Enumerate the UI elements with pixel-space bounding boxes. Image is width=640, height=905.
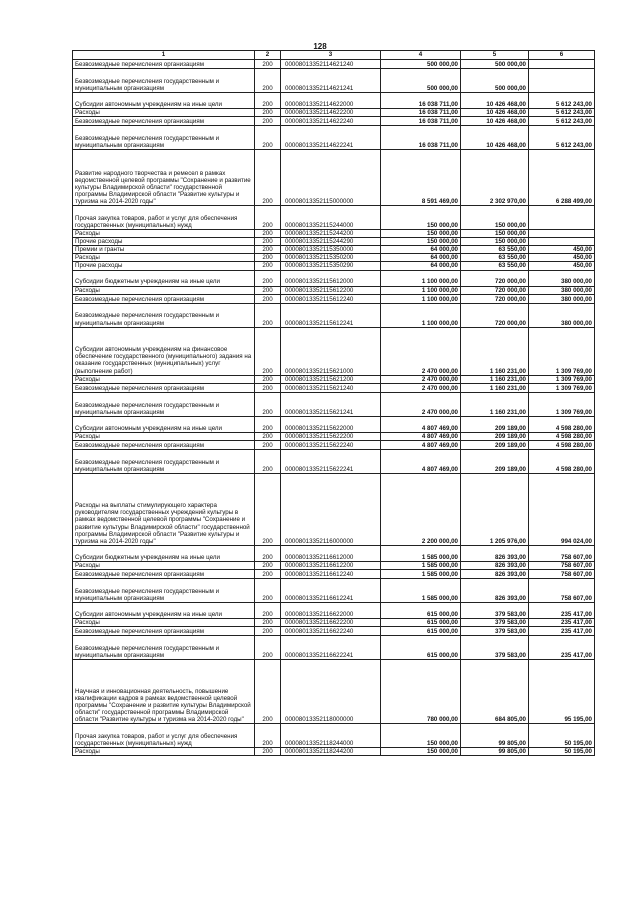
admin-code: 200 — [255, 383, 281, 392]
budget-code: 00008013352116622200 — [281, 618, 381, 626]
executed-amount: 150 000,00 — [461, 238, 529, 246]
item-name: Научная и инновационная деятельность, повышение квалификации кадров в рамках ведомственной целевой программы "Сохранение и развитие культуры Владимирской области" государственной программы Владимирской области "Развитие культуры и туризма на 2014-2020 годы" — [73, 660, 255, 724]
admin-code: 200 — [255, 117, 281, 126]
item-name: Прочая закупка товаров, работ и услуг для обеспечения государственных (муниципальных) нужд — [73, 206, 255, 230]
executed-amount: 720 000,00 — [461, 270, 529, 286]
planned-amount: 2 470 000,00 — [381, 327, 461, 375]
executed-amount: 10 426 468,00 — [461, 93, 529, 109]
item-name: Субсидии автономным учреждениям на иные цели — [73, 93, 255, 109]
admin-code: 200 — [255, 748, 281, 756]
budget-code: 00008013352116000000 — [281, 473, 381, 545]
table-row — [73, 602, 595, 618]
admin-code: 200 — [255, 618, 281, 626]
budget-code: 00008013352118244000 — [281, 724, 381, 748]
remaining-amount — [529, 60, 595, 69]
admin-code: 200 — [255, 109, 281, 117]
item-name: Премии и гранты — [73, 246, 255, 254]
planned-amount: 500 000,00 — [381, 60, 461, 69]
planned-amount: 2 470 000,00 — [381, 383, 461, 392]
admin-code: 200 — [255, 569, 281, 578]
admin-code: 200 — [255, 254, 281, 262]
header-cell: 2 — [255, 51, 281, 60]
budget-code: 00008013352118000000 — [281, 660, 381, 724]
header-cell: 3 — [281, 51, 381, 60]
executed-amount: 1 160 231,00 — [461, 392, 529, 416]
budget-code: 00008013352115350200 — [281, 254, 381, 262]
executed-amount: 209 189,00 — [461, 440, 529, 449]
executed-amount: 379 583,00 — [461, 627, 529, 636]
remaining-amount — [529, 206, 595, 230]
remaining-amount — [529, 69, 595, 93]
budget-code: 00008013352118244200 — [281, 748, 381, 756]
planned-amount: 150 000,00 — [381, 230, 461, 238]
executed-amount: 379 583,00 — [461, 618, 529, 626]
budget-code: 00008013352115621240 — [281, 383, 381, 392]
item-name: Безвозмездные перечисления организациям — [73, 60, 255, 69]
executed-amount: 1 205 976,00 — [461, 473, 529, 545]
remaining-amount: 4 598 280,00 — [529, 449, 595, 473]
remaining-amount: 5 612 243,00 — [529, 126, 595, 150]
executed-amount: 826 393,00 — [461, 578, 529, 602]
executed-amount: 379 583,00 — [461, 602, 529, 618]
executed-amount: 63 550,00 — [461, 246, 529, 254]
planned-amount: 16 038 711,00 — [381, 126, 461, 150]
table-row — [73, 392, 595, 416]
table-row — [73, 416, 595, 432]
planned-amount: 64 000,00 — [381, 254, 461, 262]
budget-code: 00008013352116612240 — [281, 569, 381, 578]
item-name: Расходы — [73, 375, 255, 383]
executed-amount: 1 160 231,00 — [461, 383, 529, 392]
table-row — [73, 262, 595, 270]
executed-amount: 720 000,00 — [461, 303, 529, 327]
planned-amount: 615 000,00 — [381, 636, 461, 660]
table-row — [73, 449, 595, 473]
table-row — [73, 69, 595, 93]
item-name: Безвозмездные перечисления организациям — [73, 383, 255, 392]
admin-code: 200 — [255, 578, 281, 602]
planned-amount: 150 000,00 — [381, 238, 461, 246]
planned-amount: 4 807 469,00 — [381, 416, 461, 432]
planned-amount: 615 000,00 — [381, 627, 461, 636]
table-row — [73, 440, 595, 449]
executed-amount: 10 426 468,00 — [461, 117, 529, 126]
budget-code: 00008013352116612241 — [281, 578, 381, 602]
item-name: Расходы — [73, 432, 255, 440]
table-row — [73, 569, 595, 578]
table-row — [73, 238, 595, 246]
table-row — [73, 286, 595, 294]
planned-amount: 64 000,00 — [381, 246, 461, 254]
admin-code: 200 — [255, 270, 281, 286]
executed-amount: 720 000,00 — [461, 294, 529, 303]
table-row — [73, 126, 595, 150]
planned-amount: 1 585 000,00 — [381, 545, 461, 561]
admin-code: 200 — [255, 150, 281, 206]
planned-amount: 1 585 000,00 — [381, 561, 461, 569]
remaining-amount: 1 309 769,00 — [529, 327, 595, 375]
table-row — [73, 561, 595, 569]
remaining-amount: 4 598 280,00 — [529, 440, 595, 449]
budget-code: 00008013352115244000 — [281, 206, 381, 230]
table-row — [73, 270, 595, 286]
remaining-amount: 380 000,00 — [529, 286, 595, 294]
admin-code: 200 — [255, 416, 281, 432]
budget-code: 00008013352115622240 — [281, 440, 381, 449]
executed-amount: 150 000,00 — [461, 206, 529, 230]
admin-code: 200 — [255, 440, 281, 449]
page-number: 128 — [313, 42, 327, 51]
table-row — [73, 246, 595, 254]
table-row — [73, 545, 595, 561]
item-name: Безвозмездные перечисления государственным и муниципальным организациям — [73, 449, 255, 473]
planned-amount: 16 038 711,00 — [381, 109, 461, 117]
remaining-amount: 758 607,00 — [529, 545, 595, 561]
planned-amount: 150 000,00 — [381, 748, 461, 756]
executed-amount: 2 302 970,00 — [461, 150, 529, 206]
remaining-amount: 95 195,00 — [529, 660, 595, 724]
item-name: Безвозмездные перечисления государственным и муниципальным организациям — [73, 578, 255, 602]
remaining-amount: 50 195,00 — [529, 748, 595, 756]
item-name: Расходы на выплаты стимулирующего характера руководителям государственных учреждений культуры в рамках ведомственной целевой программы "Сохранение и развитие культуры Владимирской области" государственной программы Владимирской области "Развитие культуры и туризма на 2014-2020 годы" — [73, 473, 255, 545]
planned-amount: 1 585 000,00 — [381, 578, 461, 602]
executed-amount: 209 189,00 — [461, 432, 529, 440]
remaining-amount: 235 417,00 — [529, 636, 595, 660]
table-row — [73, 627, 595, 636]
budget-code: 00008013352114621241 — [281, 69, 381, 93]
budget-code: 00008013352115612241 — [281, 303, 381, 327]
executed-amount: 500 000,00 — [461, 60, 529, 69]
remaining-amount: 758 607,00 — [529, 561, 595, 569]
remaining-amount: 994 024,00 — [529, 473, 595, 545]
executed-amount: 1 160 231,00 — [461, 375, 529, 383]
admin-code: 200 — [255, 545, 281, 561]
budget-code: 00008013352115350290 — [281, 262, 381, 270]
planned-amount: 150 000,00 — [381, 206, 461, 230]
admin-code: 200 — [255, 262, 281, 270]
planned-amount: 4 807 469,00 — [381, 440, 461, 449]
admin-code: 200 — [255, 724, 281, 748]
admin-code: 200 — [255, 286, 281, 294]
item-name: Расходы — [73, 286, 255, 294]
admin-code: 200 — [255, 636, 281, 660]
admin-code: 200 — [255, 627, 281, 636]
budget-code: 00008013352114622240 — [281, 117, 381, 126]
item-name: Безвозмездные перечисления организациям — [73, 569, 255, 578]
admin-code: 200 — [255, 230, 281, 238]
executed-amount: 99 805,00 — [461, 724, 529, 748]
admin-code: 200 — [255, 561, 281, 569]
planned-amount: 615 000,00 — [381, 602, 461, 618]
planned-amount: 16 038 711,00 — [381, 117, 461, 126]
admin-code: 200 — [255, 660, 281, 724]
table-row — [73, 254, 595, 262]
table-header-row — [73, 51, 595, 60]
admin-code: 200 — [255, 449, 281, 473]
admin-code: 200 — [255, 473, 281, 545]
budget-code: 00008013352116612200 — [281, 561, 381, 569]
budget-code: 00008013352116612000 — [281, 545, 381, 561]
executed-amount: 209 189,00 — [461, 449, 529, 473]
executed-amount: 10 426 468,00 — [461, 109, 529, 117]
item-name: Расходы — [73, 748, 255, 756]
planned-amount: 64 000,00 — [381, 262, 461, 270]
item-name: Расходы — [73, 618, 255, 626]
budget-code: 00008013352116622240 — [281, 627, 381, 636]
table-row — [73, 303, 595, 327]
table-row — [73, 294, 595, 303]
item-name: Безвозмездные перечисления организациям — [73, 440, 255, 449]
header-cell: 4 — [381, 51, 461, 60]
budget-code: 00008013352115622000 — [281, 416, 381, 432]
remaining-amount: 50 195,00 — [529, 724, 595, 748]
planned-amount: 1 100 000,00 — [381, 286, 461, 294]
executed-amount: 63 550,00 — [461, 262, 529, 270]
item-name: Прочая закупка товаров, работ и услуг для обеспечения государственных (муниципальных) нужд — [73, 724, 255, 748]
executed-amount: 99 805,00 — [461, 748, 529, 756]
remaining-amount: 235 417,00 — [529, 627, 595, 636]
planned-amount: 2 200 000,00 — [381, 473, 461, 545]
table-row — [73, 473, 595, 545]
item-name: Безвозмездные перечисления организациям — [73, 117, 255, 126]
table-row — [73, 578, 595, 602]
budget-code: 00008013352116622000 — [281, 602, 381, 618]
admin-code: 200 — [255, 126, 281, 150]
table-row — [73, 327, 595, 375]
admin-code: 200 — [255, 432, 281, 440]
item-name: Прочие расходы — [73, 262, 255, 270]
item-name: Расходы — [73, 561, 255, 569]
table-row — [73, 660, 595, 724]
remaining-amount: 450,00 — [529, 254, 595, 262]
table-row — [73, 748, 595, 756]
item-name: Субсидии автономным учреждениям на иные цели — [73, 416, 255, 432]
budget-code: 00008013352115000000 — [281, 150, 381, 206]
remaining-amount: 758 607,00 — [529, 578, 595, 602]
budget-code: 00008013352115621000 — [281, 327, 381, 375]
header-cell: 5 — [461, 51, 529, 60]
executed-amount: 63 550,00 — [461, 254, 529, 262]
executed-amount: 684 805,00 — [461, 660, 529, 724]
remaining-amount: 1 309 769,00 — [529, 392, 595, 416]
table-row — [73, 375, 595, 383]
remaining-amount: 5 612 243,00 — [529, 93, 595, 109]
admin-code: 200 — [255, 392, 281, 416]
admin-code: 200 — [255, 327, 281, 375]
remaining-amount — [529, 230, 595, 238]
executed-amount: 1 160 231,00 — [461, 327, 529, 375]
remaining-amount: 235 417,00 — [529, 602, 595, 618]
executed-amount: 150 000,00 — [461, 230, 529, 238]
remaining-amount: 1 309 769,00 — [529, 383, 595, 392]
planned-amount: 1 585 000,00 — [381, 569, 461, 578]
budget-code: 00008013352115621200 — [281, 375, 381, 383]
remaining-amount: 450,00 — [529, 246, 595, 254]
header-cell: 1 — [73, 51, 255, 60]
planned-amount: 615 000,00 — [381, 618, 461, 626]
budget-table — [72, 50, 595, 756]
budget-code: 00008013352114622000 — [281, 93, 381, 109]
budget-code: 00008013352115612200 — [281, 286, 381, 294]
remaining-amount: 380 000,00 — [529, 303, 595, 327]
budget-code: 00008013352115350000 — [281, 246, 381, 254]
admin-code: 200 — [255, 93, 281, 109]
budget-code: 00008013352115622241 — [281, 449, 381, 473]
remaining-amount: 1 309 769,00 — [529, 375, 595, 383]
executed-amount: 10 426 468,00 — [461, 126, 529, 150]
table-row — [73, 109, 595, 117]
item-name: Расходы — [73, 230, 255, 238]
executed-amount: 500 000,00 — [461, 69, 529, 93]
budget-code: 00008013352115244290 — [281, 238, 381, 246]
admin-code: 200 — [255, 60, 281, 69]
executed-amount: 209 189,00 — [461, 416, 529, 432]
budget-code: 00008013352116622241 — [281, 636, 381, 660]
remaining-amount — [529, 238, 595, 246]
item-name: Развитие народного творчества и ремесел в рамках ведомственной целевой программы "Сохранение и развитие культуры Владимирской области" государственной программы Владимирской области "Развитие культуры и туризма на 2014-2020 годы" — [73, 150, 255, 206]
admin-code: 200 — [255, 206, 281, 230]
remaining-amount: 4 598 280,00 — [529, 432, 595, 440]
remaining-amount: 6 288 499,00 — [529, 150, 595, 206]
remaining-amount: 380 000,00 — [529, 294, 595, 303]
table-row — [73, 60, 595, 69]
planned-amount: 4 807 469,00 — [381, 449, 461, 473]
item-name: Прочие расходы — [73, 238, 255, 246]
admin-code: 200 — [255, 294, 281, 303]
remaining-amount: 4 598 280,00 — [529, 416, 595, 432]
executed-amount: 826 393,00 — [461, 561, 529, 569]
planned-amount: 1 100 000,00 — [381, 303, 461, 327]
budget-code: 00008013352115612000 — [281, 270, 381, 286]
budget-code: 00008013352115244200 — [281, 230, 381, 238]
table-row — [73, 150, 595, 206]
budget-code: 00008013352115621241 — [281, 392, 381, 416]
budget-code: 00008013352115612240 — [281, 294, 381, 303]
item-name: Безвозмездные перечисления организациям — [73, 294, 255, 303]
remaining-amount: 450,00 — [529, 262, 595, 270]
executed-amount: 826 393,00 — [461, 569, 529, 578]
planned-amount: 150 000,00 — [381, 724, 461, 748]
executed-amount: 826 393,00 — [461, 545, 529, 561]
remaining-amount: 235 417,00 — [529, 618, 595, 626]
item-name: Безвозмездные перечисления государственным и муниципальным организациям — [73, 69, 255, 93]
table-row — [73, 206, 595, 230]
table-row — [73, 618, 595, 626]
item-name: Безвозмездные перечисления государственным и муниципальным организациям — [73, 303, 255, 327]
planned-amount: 2 470 000,00 — [381, 392, 461, 416]
budget-code: 00008013352114622200 — [281, 109, 381, 117]
admin-code: 200 — [255, 602, 281, 618]
table-row — [73, 117, 595, 126]
remaining-amount: 5 612 243,00 — [529, 109, 595, 117]
budget-code: 00008013352115622200 — [281, 432, 381, 440]
table-row — [73, 93, 595, 109]
table-row — [73, 383, 595, 392]
executed-amount: 379 583,00 — [461, 636, 529, 660]
budget-code: 00008013352114621240 — [281, 60, 381, 69]
planned-amount: 8 591 469,00 — [381, 150, 461, 206]
table-row — [73, 230, 595, 238]
admin-code: 200 — [255, 303, 281, 327]
item-name: Безвозмездные перечисления государственным и муниципальным организациям — [73, 392, 255, 416]
item-name: Субсидии бюджетным учреждениям на иные цели — [73, 270, 255, 286]
item-name: Субсидии автономным учреждениям на иные цели — [73, 602, 255, 618]
executed-amount: 720 000,00 — [461, 286, 529, 294]
item-name: Расходы — [73, 109, 255, 117]
item-name: Безвозмездные перечисления государственным и муниципальным организациям — [73, 636, 255, 660]
admin-code: 200 — [255, 375, 281, 383]
admin-code: 200 — [255, 238, 281, 246]
item-name: Безвозмездные перечисления государственным и муниципальным организациям — [73, 126, 255, 150]
planned-amount: 4 807 469,00 — [381, 432, 461, 440]
planned-amount: 780 000,00 — [381, 660, 461, 724]
planned-amount: 16 038 711,00 — [381, 93, 461, 109]
remaining-amount: 380 000,00 — [529, 270, 595, 286]
planned-amount: 500 000,00 — [381, 69, 461, 93]
header-cell: 6 — [529, 51, 595, 60]
item-name: Субсидии бюджетным учреждениям на иные цели — [73, 545, 255, 561]
table-row — [73, 724, 595, 748]
table-row — [73, 636, 595, 660]
admin-code: 200 — [255, 69, 281, 93]
planned-amount: 1 100 000,00 — [381, 294, 461, 303]
admin-code: 200 — [255, 246, 281, 254]
remaining-amount: 5 612 243,00 — [529, 117, 595, 126]
planned-amount: 1 100 000,00 — [381, 270, 461, 286]
planned-amount: 2 470 000,00 — [381, 375, 461, 383]
item-name: Безвозмездные перечисления организациям — [73, 627, 255, 636]
table-row — [73, 432, 595, 440]
item-name: Расходы — [73, 254, 255, 262]
remaining-amount: 758 607,00 — [529, 569, 595, 578]
item-name: Субсидии автономным учреждениям на финансовое обеспечение государственного (муниципального) задания на оказание государственных (муниципальных) услуг (выполнение работ) — [73, 327, 255, 375]
budget-code: 00008013352114622241 — [281, 126, 381, 150]
